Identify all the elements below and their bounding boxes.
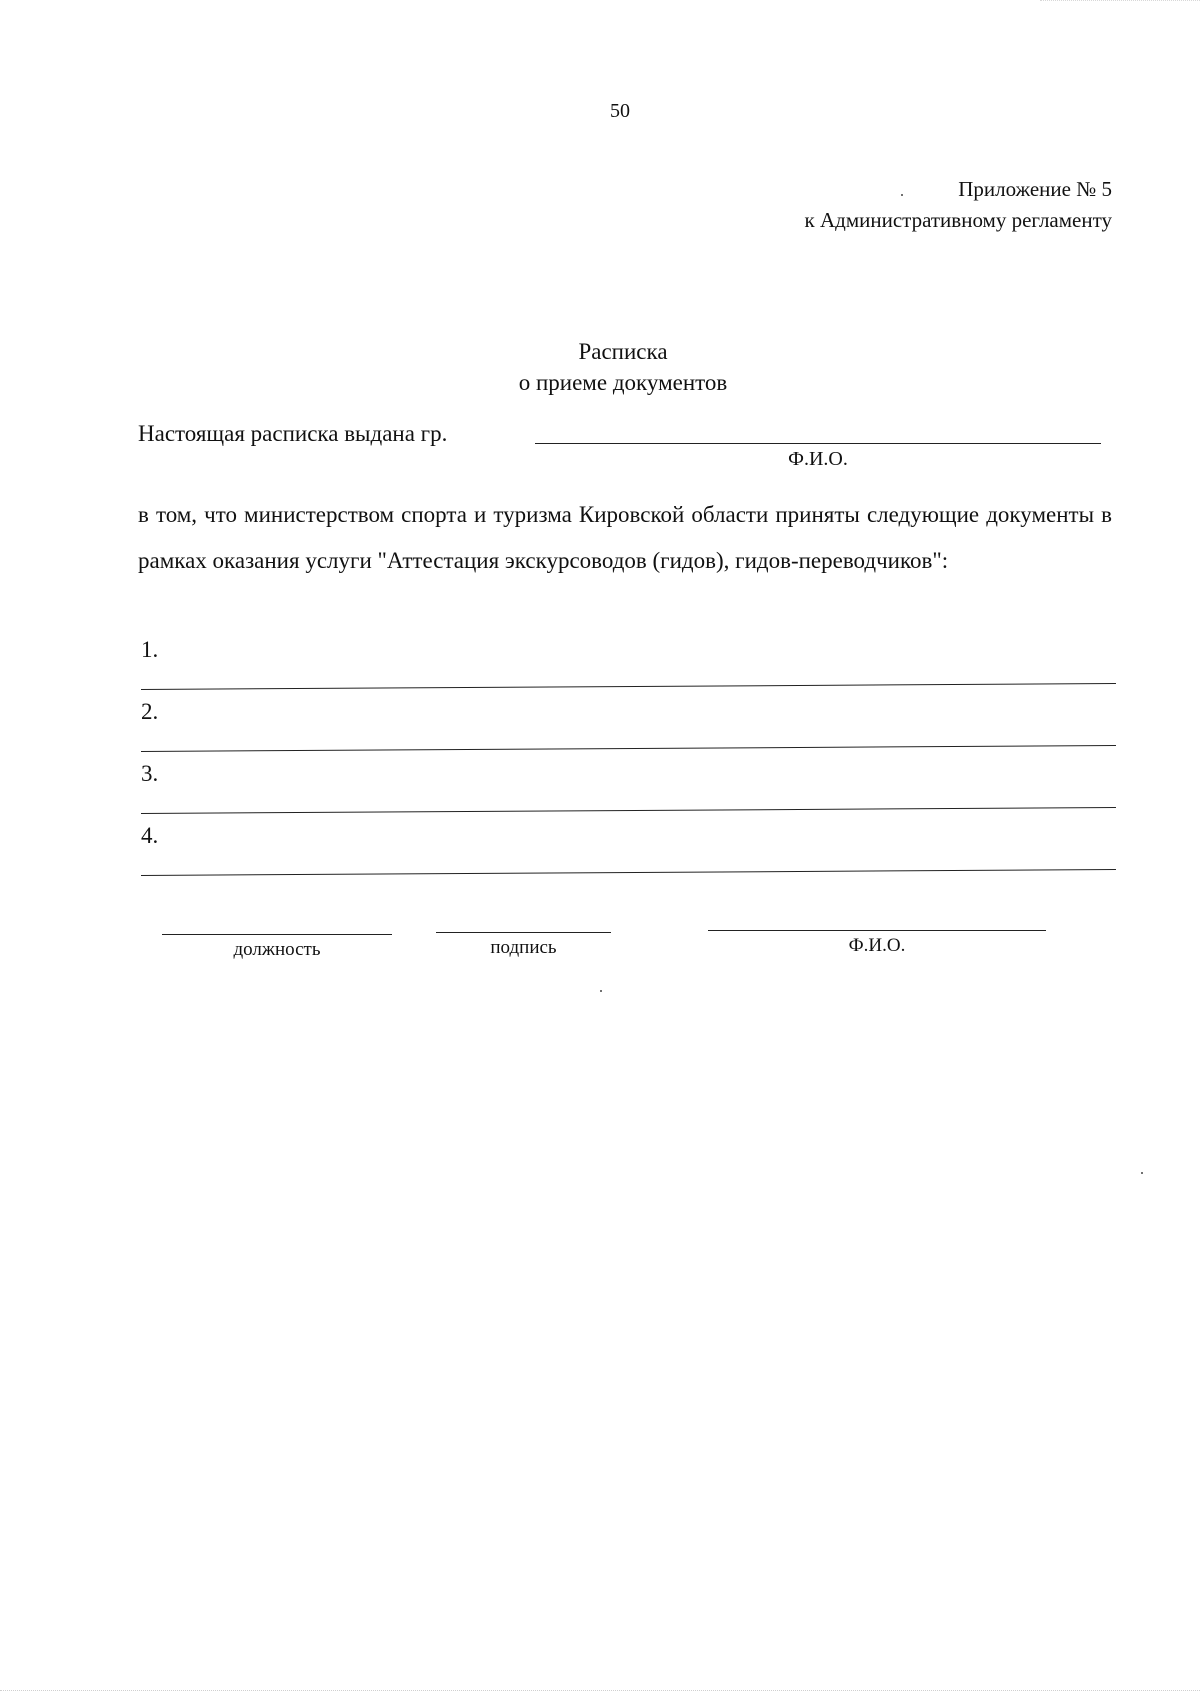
accepted-documents-list: [141, 633, 1116, 881]
document-item[interactable]: [141, 695, 1116, 757]
document-item-number: 4.: [141, 823, 159, 848]
document-item-line: [141, 745, 1116, 752]
signature-caption: подпись: [490, 937, 557, 958]
position-signature-field[interactable]: [162, 934, 392, 961]
document-item-line: [141, 807, 1116, 814]
appendix-reference: [805, 174, 1112, 236]
position-caption: должность: [233, 939, 321, 960]
page-number: 50: [610, 100, 630, 122]
appendix-number: Приложение № 5: [958, 177, 1112, 201]
document-item[interactable]: [141, 633, 1116, 695]
document-item-number: 3.: [141, 761, 159, 786]
document-item-line: [141, 683, 1116, 690]
scan-speck: [1141, 1172, 1143, 1174]
position-line: [162, 934, 392, 935]
official-name-field[interactable]: [708, 930, 1046, 957]
signature-field[interactable]: [436, 932, 611, 959]
official-name-line: [708, 930, 1046, 931]
document-title: [0, 336, 1200, 398]
document-item-number: 2.: [141, 699, 159, 724]
scan-speck: [600, 990, 602, 992]
official-name-caption: Ф.И.О.: [848, 935, 906, 956]
document-item-number: 1.: [141, 637, 159, 662]
document-item[interactable]: [141, 819, 1116, 881]
scan-speck: [901, 194, 903, 196]
appendix-regulation: к Административному регламенту: [804, 208, 1112, 232]
document-item-line: [141, 869, 1116, 876]
title-subject: о приеме документов: [518, 370, 728, 395]
issued-to-label: Настоящая расписка выдана гр.: [138, 421, 448, 446]
recipient-name-field[interactable]: [535, 443, 1101, 444]
title-receipt: Расписка: [578, 339, 668, 364]
signature-line: [436, 932, 611, 933]
recipient-name-caption: Ф.И.О.: [788, 448, 848, 470]
scan-artifact: [1040, 0, 1200, 1]
receipt-body-text: в том, что министерством спорта и туризма Кировской области приняты следующие документы в рамках оказания услуги "Аттестация экскурсоводов (гидов), гидов-переводчиков":: [138, 502, 1112, 573]
document-item[interactable]: [141, 757, 1116, 819]
scan-artifact: [0, 1690, 1200, 1691]
